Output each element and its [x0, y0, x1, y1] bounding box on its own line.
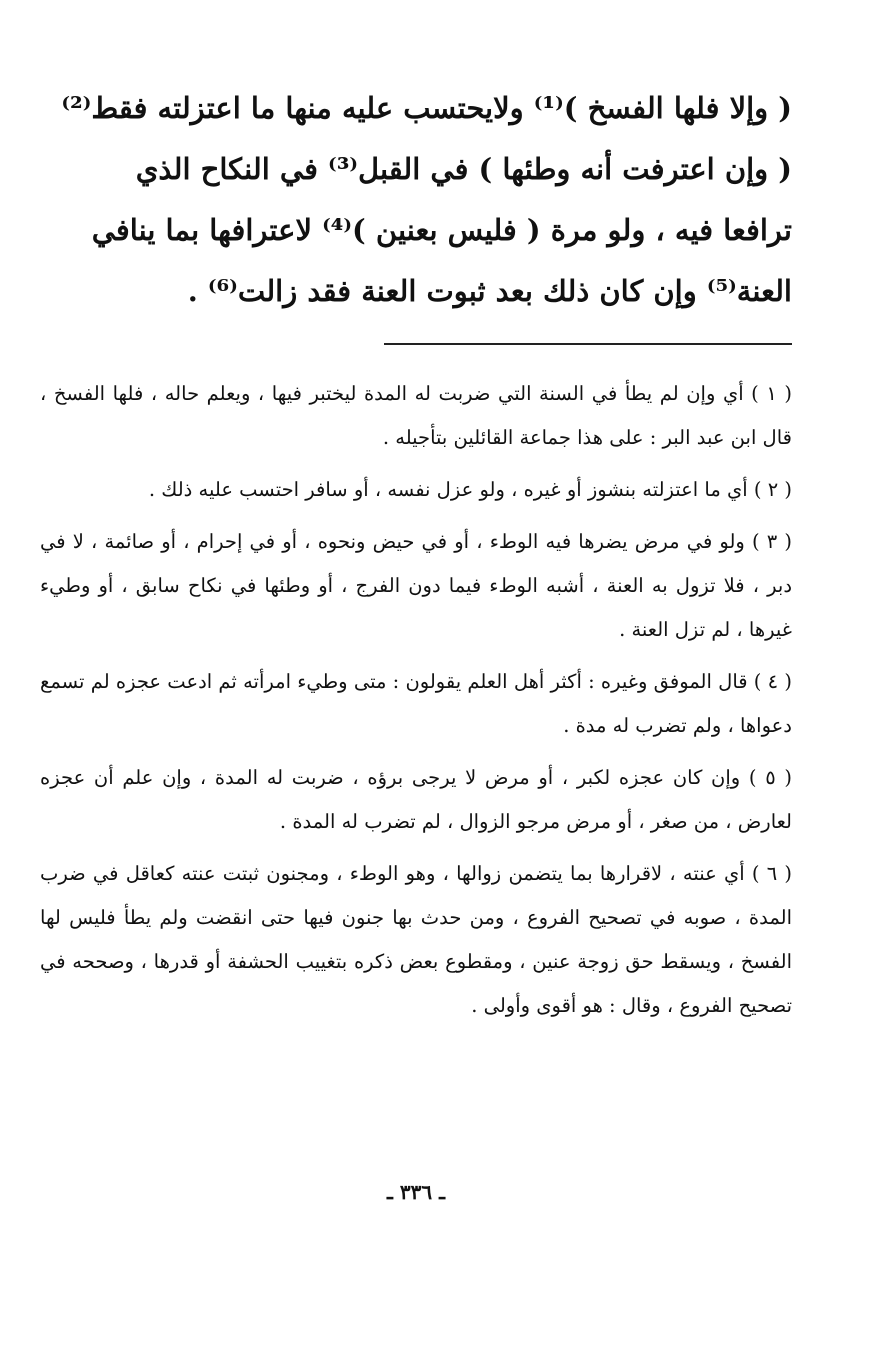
- footnote-3: ( ٣ ) ولو في مرض يضرها فيه الوطء ، أو في حيض ونحوه ، أو في إحرام ، أو صائمة ، لا في دبر ، فلا تزول به العنة ، أشبه الوطء فيما دون الفرج ، أو وطئها في نكاح سابق ، أو وطيء غيرها ، لم تزل العنة .: [40, 530, 793, 641]
- footnote-4: ( ٤ ) قال الموفق وغيره : أكثر أهل العلم يقولون : متى وطيء امرأته ثم ادعت عجزه لم تسمع دعواها ، ولم تضرب له مدة .: [40, 670, 792, 737]
- footnotes-section: [40, 372, 792, 1036]
- footnote-divider: [384, 343, 792, 345]
- main-text-line: العنة⁽⁵⁾ وإن كان ذلك بعد ثبوت العنة فقد زالت⁽⁶⁾ .: [187, 274, 792, 308]
- main-text-line: ( وإلا فلها الفسخ )⁽¹⁾ ولايحتسب عليه منها ما اعتزلته فقط⁽²⁾: [61, 91, 792, 125]
- main-text-line: ترافعا فيه ، ولو مرة ( فليس بعنين )⁽⁴⁾ لاعترافها بما ينافي: [91, 213, 792, 247]
- footnote-5: ( ٥ ) وإن كان عجزه لكبر ، أو مرض لا يرجى برؤه ، ضربت له المدة ، وإن علم أن عجزه لعارض ، من صغر ، أو مرض مرجو الزوال ، لم تضرب له المدة .: [40, 766, 792, 833]
- footnote-2: ( ٢ ) أي ما اعتزلته بنشوز أو غيره ، ولو عزل نفسه ، أو سافر احتسب عليه ذلك .: [148, 478, 792, 501]
- page-number: ـ ٣٣٦ ـ: [387, 1180, 445, 1204]
- main-text-line: ( وإن اعترفت أنه وطئها ) في القبل⁽³⁾ في النكاح الذي: [135, 152, 792, 186]
- footnote-1: ( ١ ) أي وإن لم يطأ في السنة التي ضربت له المدة ليختبر فيها ، ويعلم حاله ، فلها الفسخ ، قال ابن عبد البر : على هذا جماعة القائلين بتأجيله .: [40, 382, 792, 449]
- footnote-6: ( ٦ ) أي عنته ، لاقرارها بما يتضمن زوالها ، وهو الوطء ، ومجنون ثبتت عنته كعاقل في ضرب المدة ، صوبه في تصحيح الفروع ، ومن حدث بها جنون فيها حتى انقضت ولم يطأ فليس لها الفسخ ، ويسقط حق زوجة عنين ، ومقطوع بعض ذكره بتغييب الحشفة أو قدرها ، وصححه في تصحيح الفروع ، وقال : هو أقوى وأولى .: [40, 862, 793, 1017]
- main-text-block: [40, 78, 792, 322]
- document-page: [40, 0, 792, 1356]
